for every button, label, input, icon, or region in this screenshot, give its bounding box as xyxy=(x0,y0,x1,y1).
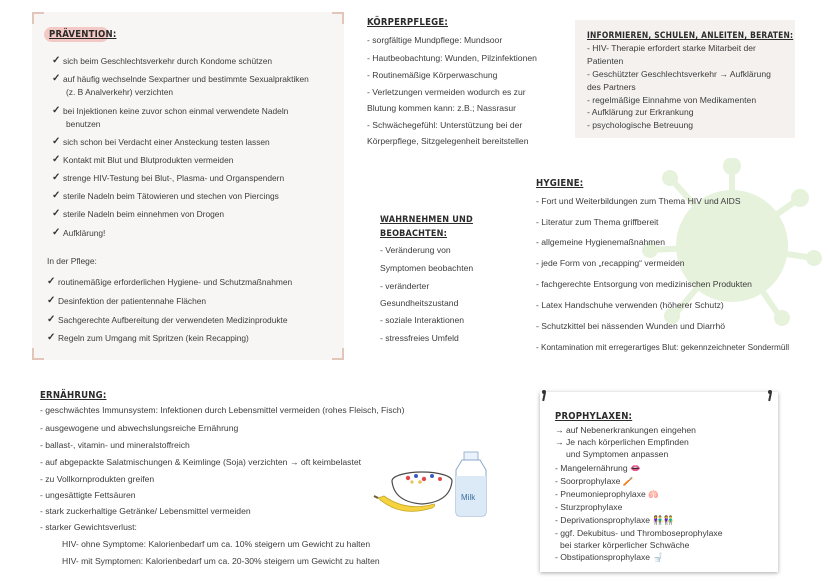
text-line: → auf Nebenerkrankungen eingehen xyxy=(555,425,696,435)
text-line: - regelmäßige Einnahme von Medikamenten xyxy=(587,95,757,105)
text-line: - veränderter xyxy=(380,281,430,291)
milk-label: Milk xyxy=(461,493,476,502)
list-item-continuation: (z. B Analverkehr) verzichten xyxy=(66,87,174,97)
check-icon: ✓ xyxy=(47,314,56,325)
text-line: - sorgfältige Mundpflege: Mundsoor xyxy=(367,35,503,45)
text-line: - Hautbeobachtung: Wunden, Pilzinfektionen xyxy=(367,53,537,63)
list-item: ✓ sich beim Geschlechtsverkehr durch Kondome schützen xyxy=(52,55,273,66)
koerperpflege-heading: KÖRPERPFLEGE: xyxy=(367,17,448,28)
list-item: ✓ routinemäßige erforderlichen Hygiene- und Schutzmaßnahmen xyxy=(47,276,293,287)
text-line: - Routinemäßige Körperwaschung xyxy=(367,70,498,80)
text-line: Symptomen beobachten xyxy=(380,263,474,273)
text-line: → Je nach körperlichen Empfinden xyxy=(555,437,689,447)
list-item: ✓ sich schon bei Verdacht einer Ansteckung testen lassen xyxy=(52,136,270,147)
list-item: ✓ Kontakt mit Blut und Blutprodukten vermeiden xyxy=(52,154,234,165)
text-line: - Geschützter Geschlechtsverkehr → Aufklärung xyxy=(587,69,771,79)
text-line: - Literatur zum Thema griffbereit xyxy=(536,217,659,227)
text-line: HIV- ohne Symptome: Kalorienbedarf um ca. 10% steigern um Gewicht zu halten xyxy=(62,539,371,549)
text-line: - Mangelernährung 👄 xyxy=(555,463,641,473)
text-line: - zu Vollkornprodukten greifen xyxy=(40,474,155,484)
text-line: - jede Form von „recapping“ vermeiden xyxy=(536,258,685,268)
text-line: - HIV- Therapie erfordert starke Mitarbeit der xyxy=(587,43,756,53)
text-line: - Soorprophylaxe 🪥 xyxy=(555,476,634,486)
corner-bracket xyxy=(32,348,44,360)
text-line: - ungesättigte Fettsäuren xyxy=(40,490,136,500)
food-illustration xyxy=(370,446,520,526)
list-item-continuation: benutzen xyxy=(66,119,101,129)
list-item: ✓ sterile Nadeln beim Tätowieren und stechen von Piercings xyxy=(52,190,279,201)
text-line: - starker Gewichtsverlust: xyxy=(40,522,137,532)
text-line: - ausgewogene und abwechslungsreiche Ernährung xyxy=(40,423,239,433)
text-line: - auf abgepackte Salatmischungen & Keimlinge (Soja) verzichten → oft keimbelastet xyxy=(40,457,361,467)
text-line: - fachgerechte Entsorgung von medizinischen Produkten xyxy=(536,279,752,289)
text-line: - Latex Handschuhe verwenden (höherer Schutz) xyxy=(536,300,724,310)
list-item: ✓ Regeln zum Umgang mit Spritzen (kein Recapping) xyxy=(47,332,249,343)
wahrnehmen-heading-line2: BEOBACHTEN: xyxy=(380,229,448,239)
pin-icon xyxy=(768,390,772,394)
text-line: - geschwächtes Immunsystem: Infektionen durch Lebensmittel vermeiden (rohes Fleisch, Fisch) xyxy=(40,405,405,415)
check-icon: ✓ xyxy=(52,190,61,201)
corner-bracket xyxy=(32,12,44,24)
text-line: - soziale Interaktionen xyxy=(380,315,465,325)
text-line: - Schutzkittel bei nässenden Wunden und Diarrhö xyxy=(536,321,726,331)
text-line: - Verletzungen vermeiden wodurch es zur xyxy=(367,87,526,97)
text-line: - ballast-, vitamin- und mineralstoffreich xyxy=(40,440,190,450)
check-icon: ✓ xyxy=(52,208,61,219)
text-line: - ggf. Dekubitus- und Thromboseprophylaxe xyxy=(555,528,723,538)
text-line: - Kontamination mit erregerartiges Blut: gekennzeichneter Sondermüll xyxy=(536,343,790,352)
text-line: - Deprivationsprophylaxe 👫👫 xyxy=(555,515,674,525)
check-icon: ✓ xyxy=(47,332,56,343)
list-item: ✓ Sachgerechte Aufbereitung der verwendeten Medizinprodukte xyxy=(47,314,288,325)
text-line: - Sturzprophylaxe xyxy=(555,502,623,512)
corner-bracket xyxy=(332,12,344,24)
text-line: und Symptomen anpassen xyxy=(566,449,669,459)
check-icon: ✓ xyxy=(52,55,61,66)
check-icon: ✓ xyxy=(52,227,61,238)
text-line: Gesundheitszustand xyxy=(380,298,459,308)
check-icon: ✓ xyxy=(52,154,61,165)
check-icon: ✓ xyxy=(47,295,56,306)
list-item: ✓ auf häufig wechselnde Sexpartner und bestimmte Sexualpraktiken xyxy=(52,73,309,84)
text-line: - Aufklärung zur Erkrankung xyxy=(587,107,694,117)
check-icon: ✓ xyxy=(47,276,56,287)
list-item: ✓ Aufklärung! xyxy=(52,227,106,238)
text-line: - allgemeine Hygienemaßnahmen xyxy=(536,237,665,247)
text-line: Körperpflege, Sitzgelegenheit bereitstellen xyxy=(367,136,529,146)
text-line: - Obstipationsprophylaxe 🚽 xyxy=(555,552,664,562)
text-line: - psychologische Betreuung xyxy=(587,120,694,130)
hygiene-heading: HYGIENE: xyxy=(536,178,584,189)
text-line: HIV- mit Symptomen: Kalorienbedarf um ca. 20-30% steigern um Gewicht zu halten xyxy=(62,556,380,566)
check-icon: ✓ xyxy=(52,172,61,183)
informieren-heading: INFORMIEREN, SCHULEN, ANLEITEN, BERATEN: xyxy=(587,30,794,40)
text-line: - stark zuckerhaltige Getränke/ Lebensmittel vermeiden xyxy=(40,506,251,516)
text-line: Blutung kommen kann: z.B.; Nassrasur xyxy=(367,103,517,113)
list-item: ✓ bei Injektionen keine zuvor schon einmal verwendete Nadeln xyxy=(52,105,289,116)
text-line: - Pneumonieprophylaxe 🫁 xyxy=(555,489,659,499)
check-icon: ✓ xyxy=(52,105,61,116)
text-line: - stressfreies Umfeld xyxy=(380,333,459,343)
text-line: Patienten xyxy=(587,56,624,66)
list-item: ✓ sterile Nadeln beim einnehmen von Drogen xyxy=(52,208,225,219)
text-line: bei starker körperlicher Schwäche xyxy=(560,540,690,550)
pflege-label: In der Pflege: xyxy=(47,256,97,266)
check-icon: ✓ xyxy=(52,136,61,147)
text-line: - Fort und Weiterbildungen zum Thema HIV und AIDS xyxy=(536,196,741,206)
text-line: des Partners xyxy=(587,82,636,92)
wahrnehmen-heading: WAHRNEHMEN UND xyxy=(380,215,473,225)
check-icon: ✓ xyxy=(52,73,61,84)
text-line: - Schwächegefühl: Unterstützung bei der xyxy=(367,120,523,130)
praevention-heading: PRÄVENTION: xyxy=(49,29,117,40)
prophylaxen-heading: PROPHYLAXEN: xyxy=(555,411,633,422)
text-line: - Veränderung von xyxy=(380,245,451,255)
ernaehrung-heading: ERNÄHRUNG: xyxy=(40,390,107,401)
list-item: ✓ Desinfektion der patientennahe Flächen xyxy=(47,295,207,306)
corner-bracket xyxy=(332,348,344,360)
list-item: ✓ strenge HIV-Testung bei Blut-, Plasma- und Organspendern xyxy=(52,172,285,183)
pin-icon xyxy=(542,390,546,394)
